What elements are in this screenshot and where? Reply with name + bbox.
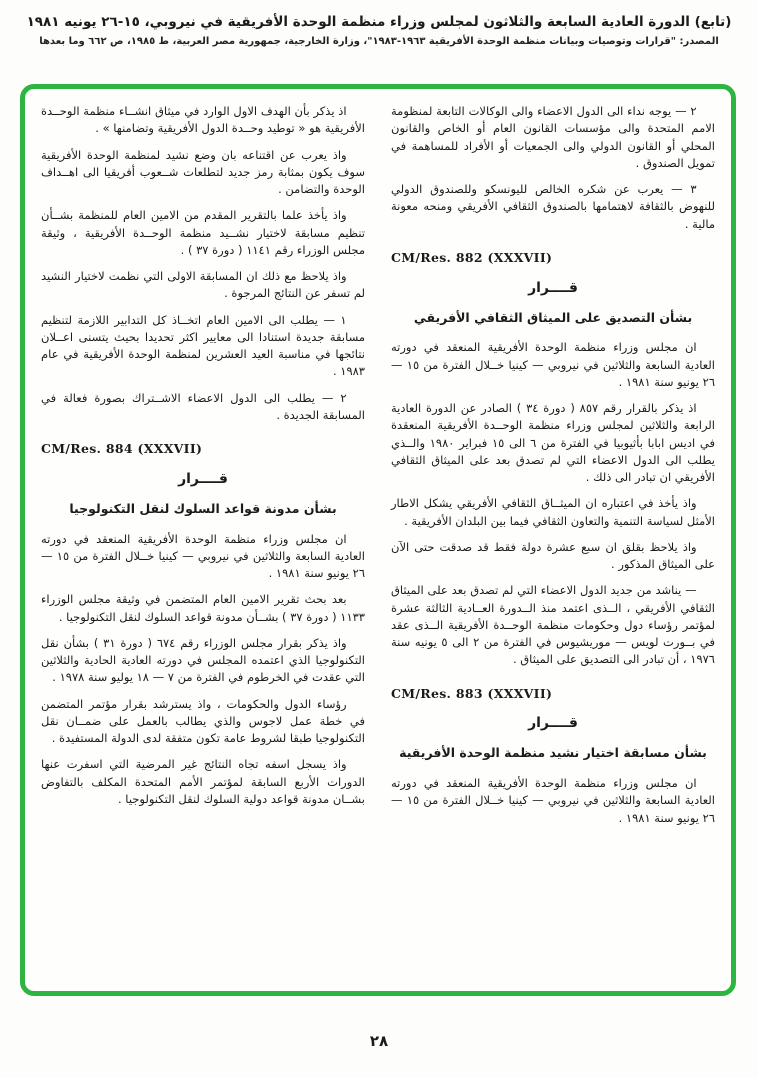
- paragraph: ٢ — يوجه نداء الى الدول الاعضاء والى الوكالات التابعة لمنظومة الامم المتحدة والى مؤسسات القانون العام أو الخاص والقانون المحلي أو القانون الدولي والى الجمعيات أو الأفراد للمساهمة في تمويل الصندوق .: [391, 104, 715, 170]
- resolution-subject: بشأن مسابقة اختيار نشيد منظمة الوحدة الأفريقية: [399, 745, 707, 761]
- resolution-subject: بشأن التصديق على الميثاق الثقافي الأفريقي: [413, 309, 693, 325]
- session-title: (تابع) الدورة العادية السابعة والثلاثون لمجلس وزراء منظمة الوحدة الأفريقية في نيروبي، ١٥-٢٦ يونيه ١٩٨١: [26, 14, 732, 30]
- paragraph: واذ يأخذ في اعتباره ان الميثــاق الثقافي الأفريقي يشكل الاطار الأمثل لسياسة التنمية والتعاون الثقافي فيما بين البلدان الأفريقية .: [391, 496, 715, 528]
- paragraph: واذ يأخذ علما بالتقرير المقدم من الامين العام للمنظمة بشــأن تنظيم مسابقة لاختيار نشــيد منظمة الوحــدة الأفريقية ، وثيقة مجلس الوزراء رقم ١١٤١ ( دورة ٣٧ ) .: [41, 208, 365, 257]
- paragraph: اذ يذكر بالقرار رقم ٨٥٧ ( دورة ٣٤ ) الصادر عن الدورة العادية الرابعة والثلاثين لمجلس وزراء منظمة الوحــدة الأفريقية المنعقدة في اديس ابابا بأثيوبيا في الفترة من ٦ الى ١٥ فبراير ١٩٨٠ والــذي يطلب الى الدول الاعضاء التي لم تصدق بعد على الميثاق الثقافي الأفريقي ان تبادر الى ذلك .: [391, 401, 715, 484]
- column-left: [41, 103, 365, 981]
- paragraph: ٣ — يعرب عن شكره الخالص لليونسكو وللصندوق الدولي للنهوض بالثقافة لاهتمامها بالصندوق الثقافي الأفريقي ومنحه معونة مالية .: [391, 182, 715, 231]
- paragraph: واذ يذكر بقرار مجلس الوزراء رقم ٦٧٤ ( دورة ٣١ ) بشأن نقل التكنولوجيا الذي اعتمده المجلس في دورته العادية الحادية والثلاثين التي عقدت في الخرطوم في الفترة من ٧ — ١٨ يوليو سنة ١٩٧٨ .: [41, 635, 365, 685]
- green-content-frame: [20, 84, 736, 996]
- paragraph: ان مجلس وزراء منظمة الوحدة الأفريقية المنعقد في دورته العادية السابعة والثلاثين في نيروبي — كينيا خــلال الفترة من ١٥ — ٢٦ يونيو سنة ١٩٨١ .: [391, 340, 716, 389]
- paragraph: واذ يلاحظ مع ذلك ان المسابقة الاولى التي نظمت لاختيار النشيد لم تسفر عن النتائج المرجوة .: [41, 269, 365, 301]
- paragraph: ٢ — يطلب الى الدول الاعضاء الاشــتراك بصورة فعالة في المسابقة الجديدة .: [41, 390, 365, 422]
- paragraph: رؤساء الدول والحكومات ، واذ يسترشد بقرار مؤتمر المتضمن في خطة عمل لاجوس والذي يطالب بالعمل على ضمــان نقل التكنولوجيا طبقا لشروط عامة تكون متفقة لدى الدولة المستفيدة .: [41, 696, 365, 745]
- paragraph: واذ يعرب عن اقتناعه بان وضع نشيد لمنظمة الوحدة الأفريقية سوف يكون بمثابة رمز جديد لتطلعات شــعوب أفريقيا الى اهــداف الوحدة والتضامن .: [41, 147, 365, 196]
- paragraph: ان مجلس وزراء منظمة الوحدة الأفريقية المنعقد في دورته العادية السابعة والثلاثين في نيروبي — كينيا خــلال الفترة من ١٥ — ٢٦ يونيو سنة ١٩٨١ .: [41, 531, 366, 580]
- paragraph: واذ يلاحظ بقلق ان سبع عشرة دولة فقط قد صدقت حتى الآن على الميثاق المذكور .: [391, 539, 715, 571]
- source-line: المصدر: "قرارات وتوصيات وبيانات منظمة الوحدة الأفريقية ١٩٦٣-١٩٨٣"، وزارة الخارجية، جمهورية مصر العربية، ط ١٩٨٥، ص ٦٦٢ وما بعدها: [39, 36, 719, 48]
- paragraph: اذ يذكر بأن الهدف الاول الوارد في ميثاق انشــاء منظمة الوحــدة الأفريقية هو « توطيد وحــدة الدول الأفريقية وتضامنها » .: [41, 104, 365, 136]
- resolution-title: قــــرار: [528, 279, 578, 296]
- resolution-title: قــــرار: [528, 715, 578, 732]
- paragraph: بعد بحث تقرير الامين العام المتضمن في وثيقة مجلس الوزراء ١١٣٣ ( دورة ٣٧ ) بشــأن مدونة قواعد السلوك لنقل التكنولوجيا .: [41, 592, 365, 624]
- resolution-code: CM/Res. 884 (XXXVII): [41, 441, 203, 456]
- paragraph: — يناشد من جديد الدول الاعضاء التي لم تصدق بعد على الميثاق الثقافي الأفريقي ، الــذى اعتمد منذ الــدورة العــادية الثالثة عشرة لمؤتمر رؤساء دول وحكومات منظمة الوحــدة الأفريقية الــذى عقد في بــورت لويس — موريشيوس في الفترة من ٢ الى ٥ يونيه سنة ١٩٧٦ ، أن تبادر الى التصديق على الميثاق .: [391, 583, 715, 667]
- two-column-layout: [41, 103, 715, 981]
- resolution-code: CM/Res. 882 (XXXVII): [391, 249, 553, 265]
- column-right: [391, 103, 715, 981]
- resolution-code: CM/Res. 883 (XXXVII): [391, 685, 553, 701]
- paragraph: ان مجلس وزراء منظمة الوحدة الأفريقية المنعقد في دورته العادية السابعة والثلاثين في نيروبي — كينيا خــلال الفترة من ١٥ — ٢٦ يونيو سنة ١٩٨١ .: [391, 776, 716, 825]
- page-number: ٢٨: [369, 1032, 389, 1050]
- paragraph: ١ — يطلب الى الامين العام اتخــاذ كل التدابير اللازمة لتنظيم مسابقة جديدة استنادا الى معايير اكثر تحديدا بحيث يتسنى اعــلان نتائجها في مناسبة العيد العشرين لمنظمة الوحدة الأفريقية في عام ١٩٨٣ .: [41, 312, 365, 379]
- paragraph: واذ يسجل اسفه تجاه النتائج غير المرضية التي اسفرت عنها الدورات الأربع السابقة لمؤتمر الأمم المتحدة المكلف بالتفاوض بشــان مدونة قواعد دولية السلوك لنقل التكنولوجيا .: [41, 757, 365, 806]
- page-header: [0, 0, 758, 47]
- resolution-title: قــــرار: [178, 470, 228, 487]
- resolution-subject: بشأن مدونة قواعد السلوك لنقل التكنولوجيا: [69, 500, 337, 516]
